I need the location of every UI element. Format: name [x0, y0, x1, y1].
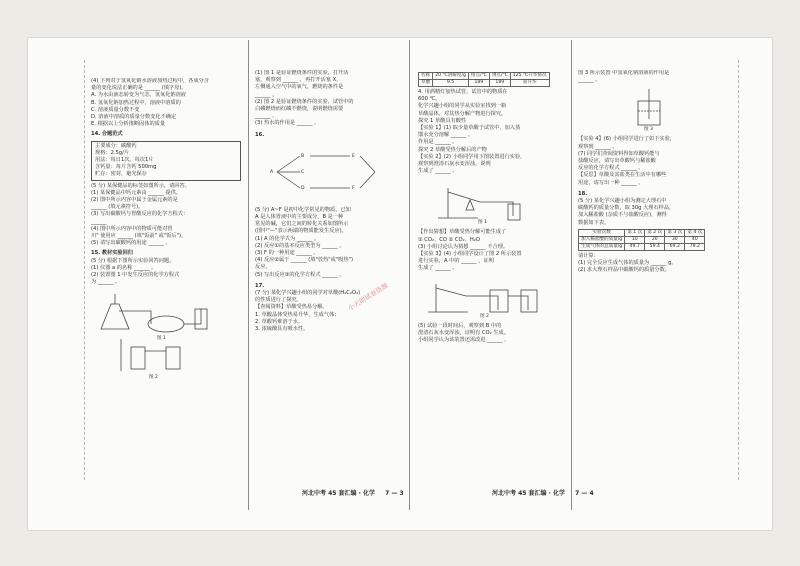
text-line: 为 ______ 。 — [91, 279, 121, 286]
figure-caption: 图 3 — [644, 127, 653, 133]
question-15 — [91, 258, 241, 287]
page-divider — [409, 40, 410, 510]
table-body — [579, 236, 705, 250]
page-number: 7 — 4 — [575, 490, 594, 497]
table-cell: 熔点/℃ — [468, 73, 489, 80]
page-footer-right — [492, 488, 594, 497]
text-line: 数据如下表。 — [578, 219, 610, 226]
question-18-tasks — [578, 253, 728, 275]
table-cell: 189 — [468, 80, 489, 87]
apparatus-drawing — [418, 276, 568, 320]
apparatus-drawing — [578, 87, 728, 133]
text-line: 盐酸反应，请写出草酸钙与稀盐酸 — [578, 158, 656, 165]
text-line: 【实验 4】(6) 小组同学进行了如下实验， — [578, 136, 675, 143]
text-line: 规格：2.5g/片 — [95, 149, 130, 156]
question-17-reflection — [578, 136, 728, 186]
table-cell: 实验次数 — [579, 229, 625, 236]
text-line: (3) F 的一种用途 ______ 。 — [255, 250, 319, 257]
text-line: (2) 装置图 1 中发生反应的化学方程式 — [91, 272, 180, 279]
table-cell: 草酸 — [419, 80, 433, 87]
text-line: ① CO₂、CO ② CO₂、H₂O — [418, 236, 480, 243]
absorption-apparatus-figure — [578, 87, 728, 133]
text-line: E. 根据以上分析推断固体的质量 — [91, 121, 166, 128]
table-cell: 第 1 次 — [625, 229, 645, 236]
column-divider — [248, 40, 249, 510]
text-line: 加入稀盐酸 (杂质不与盐酸反应)，测得 — [578, 212, 667, 219]
text-line: (1) 某保健品中钙元素由 ______ 提供。 — [91, 189, 182, 196]
question-tag: 教材实验回归 — [101, 250, 133, 257]
page-footer-left — [302, 488, 404, 497]
question-14 — [91, 183, 241, 248]
text-line: (5 分) 根据下图所示实验回答问题。 — [91, 257, 175, 264]
text-line: B. 氢氧化钠加热过程中，溶液中溶质的 — [91, 99, 181, 106]
text-line: (2) 求大理石样品中碳酸钙的质量分数。 — [578, 267, 670, 274]
text-line: C. 溶液质量分数不变 — [91, 106, 140, 113]
text-line: 3. 浓硫酸具有吸水性。 — [255, 326, 309, 333]
text-line: (2) 图中所示内容中属于金属元素的是 — [91, 197, 178, 204]
watermark: 小天朗试卷资源 — [346, 281, 390, 313]
question-16 — [255, 207, 407, 279]
text-line: 左侧通入空气中的氧气，燃烧的条件是 — [255, 84, 344, 91]
table-row — [579, 236, 705, 243]
oxalic-acid-properties-table — [418, 72, 550, 87]
text-line: (5 分) 某保健品的标签如图所示，请回答。 — [91, 182, 190, 189]
text-line: ______ (填元素符号)。 — [91, 204, 144, 211]
binding-margin-line — [84, 60, 85, 480]
heating-apparatus-figure — [418, 178, 568, 226]
question-13-continued — [91, 78, 241, 128]
table-cell: 沸点/℃ — [489, 73, 510, 80]
column-divider — [571, 40, 572, 510]
diagram-node: C — [301, 169, 305, 175]
column-3 — [418, 70, 568, 480]
text-line: 川" 使用应 ______ (填"饭前" 或"饭后")。 — [91, 233, 187, 240]
text-line: 用途，请写出一种 ______ 。 — [578, 179, 644, 186]
question-17-continued — [418, 89, 568, 175]
question-number: 15. — [91, 250, 101, 257]
text-line: A. 为水由液态转变为气态，氢氧化钠溶液 — [91, 92, 186, 99]
text-line: 【实验 2】(2) 小组同学用下图装置进行实验， — [418, 153, 526, 160]
text-line: 反应的化学方程式 ______ 。 — [578, 165, 644, 172]
text-line: 用法：每日1次，每次1片 — [95, 157, 154, 164]
text-line: ______ 。 — [578, 77, 601, 84]
question-18 — [578, 198, 728, 227]
text-line: 探究 2 草酸受热分解后的产物 — [418, 146, 487, 153]
text-line: A 是人体胃液中的主要成分，B 是一种 — [255, 214, 344, 221]
question-number: 17. — [255, 282, 265, 289]
text-line: 反应。 — [255, 264, 271, 271]
text-line: (3) 热水的作用是 ______ 。 — [255, 120, 320, 127]
text-line: (3) 写出碳酸钙与胃酸反应的化学方程式： — [91, 211, 189, 218]
question-17-conclusion — [418, 323, 568, 345]
text-line: (图中"—"表示两端的物质能发生反应)。 — [255, 228, 347, 235]
table-cell: 189 — [489, 80, 510, 87]
table-cell: 79.2 — [685, 243, 705, 250]
product-label-box — [91, 141, 241, 181]
text-line: (2) 反应①的基本反应类型为 ______ 。 — [255, 242, 345, 249]
relationship-diagram — [255, 142, 407, 204]
text-line: (1) 完全反应生成气体的质量为 ______ g。 — [578, 260, 677, 267]
figure-caption: 图 1 — [157, 336, 166, 342]
text-line: 小组同学认为该装置还需改进 ______ 。 — [418, 337, 510, 344]
text-line: (4) 图中所示内容中的物质可能对胃 — [91, 225, 173, 232]
text-line: 碳酸钙的质量分数，取 30g 大理石样品， — [578, 205, 675, 212]
table-cell: 第 4 次 — [685, 229, 705, 236]
table-cell: 49.7 — [625, 243, 645, 250]
text-line: (3) 小组讨论认为猜想 ______ 不合理。 — [418, 243, 509, 250]
text-line: 4. 用酒精灯加热试管，试管中的物质在 — [418, 89, 508, 95]
text-line: ______ 。 — [255, 113, 278, 120]
figure-caption: 图 1 — [478, 220, 487, 226]
text-line: 【实验 1】(1) 取少量草酸于试管中，加入蒸 — [418, 125, 521, 132]
column-4 — [578, 70, 728, 480]
table-cell: 易升华 — [510, 80, 549, 87]
text-line: 化学兴趣小组的同学从实验室找到一瓶 — [418, 103, 507, 110]
table-cell: 30 — [665, 236, 685, 243]
question-number: 14. — [91, 131, 101, 138]
table-cell: 59.4 — [645, 243, 665, 250]
text-line: 澄清石灰水变浑浊，证明有 CO₂ 生成。 — [418, 329, 509, 336]
text-line: (4) 下列对于氢氧化钠水溶液加热过程中，各成分含 — [91, 78, 209, 84]
diagram-node: F — [352, 185, 355, 191]
table-cell: 69.2 — [665, 243, 685, 250]
text-line: (1) 图 1 是验证燃烧条件的实验，打开活 — [255, 70, 349, 76]
text-line: 观察到澄清石灰水变浑浊，说明 — [418, 161, 491, 168]
table-cell: 40 — [685, 236, 705, 243]
question-17-continued — [578, 70, 728, 84]
text-line: (5 分) A~F 是初中化学常见的物质，已知 — [255, 206, 351, 213]
column-2 — [255, 70, 407, 480]
table-cell: 10 — [625, 236, 645, 243]
text-line: 【实验 3】(4) 小组同学设计了图 2 所示装置 — [418, 251, 522, 258]
marble-experiment-table — [578, 229, 705, 251]
figure-caption: 图 2 — [149, 375, 158, 381]
text-line: 含钙量：每片含钙 500mg — [95, 164, 157, 171]
text-line: 【查阅资料】草酸受热易分解。 — [255, 304, 328, 311]
table-cell: 第 3 次 — [665, 229, 685, 236]
text-line: (7 分) 某化学兴趣小组的同学对草酸(H₂C₂O₄) — [255, 290, 361, 297]
binding-margin-line — [738, 60, 739, 480]
question-number: 18. — [578, 190, 588, 197]
text-line: ______ — [91, 218, 107, 225]
question-17-hypothesis — [418, 229, 568, 272]
table-header-row — [579, 229, 705, 236]
table-cell: 20 — [645, 236, 665, 243]
text-line: 常见的碱，它们之间的转化关系如图所示 — [255, 221, 349, 228]
text-line: 观察到 ______ 。 — [578, 143, 618, 150]
table-cell: 生成气体的总质量/g — [579, 243, 625, 250]
figure-caption: 图 2 — [480, 313, 489, 319]
footer-title: 河北中考 45 套汇编 · 化学 — [492, 490, 565, 497]
text-line: 600 ℃。 — [418, 96, 441, 103]
diagram-node: E — [352, 153, 355, 159]
text-line: 【反思】草酸及其盐类在生活中有哪些 — [578, 172, 667, 179]
text-line: 贮存：密封，避光保存 — [95, 171, 147, 178]
page-number: 7 — 3 — [385, 490, 404, 497]
text-line: (2) 图 2 是验证燃烧条件的实验，试管中的 — [255, 98, 354, 105]
apparatus-drawing — [91, 289, 241, 381]
text-line: 请计算： — [578, 252, 599, 259]
text-line: 生成了 ______ 。 — [418, 265, 458, 272]
text-line: 探究 1 草酸具有酸性 — [418, 117, 467, 124]
question-tag: 合题范式 — [101, 131, 123, 138]
table-row — [579, 243, 705, 250]
text-line: 【作出猜想】草酸受热分解可能生成了 — [418, 229, 507, 236]
footer-title: 河北中考 45 套汇编 · 化学 — [302, 490, 375, 497]
apparatus-drawing — [418, 178, 568, 226]
text-line: (1) A 的化学式为 ______ 。 — [255, 235, 320, 242]
diagram-lines — [255, 142, 405, 204]
diagram-node: A — [270, 169, 274, 175]
text-line: 进行实验，A 中的 ______ ，证明 — [418, 258, 494, 265]
question-15-continued — [255, 70, 407, 128]
text-line: 量的变化说法正确的是 ______ (填字母)。 — [91, 85, 187, 92]
text-line: 2. 草酸钙难溶于水。 — [255, 318, 304, 325]
text-line: (5 分) 某化学兴趣小组为测定大理石中 — [578, 198, 667, 205]
text-line: (4) 反应②属于 ______ (填"放热"或"吸热") — [255, 257, 353, 264]
text-line: 馏水充分溶解 ______ 。 — [418, 132, 474, 139]
apparatus-figure — [91, 289, 241, 381]
column-1 — [91, 78, 241, 488]
table-cell: 名称 — [419, 73, 433, 80]
decomposition-apparatus-figure — [418, 276, 568, 320]
text-line: (1) 仪器 a 的名称 ______ 。 — [91, 264, 157, 271]
text-line: (5) 请写出碳酸钙的用途 ______ 。 — [91, 240, 171, 247]
diagram-node: D — [301, 185, 305, 191]
text-line: 图 3 所示装置 中氢氧化钠溶液的作用是 — [578, 70, 670, 76]
table-cell: 125 ℃升华情况 — [510, 73, 549, 80]
table-cell: 20 ℃溶解度/g — [433, 73, 469, 80]
text-line: 草酸晶体，对其热分解产物进行探究。 — [418, 110, 507, 117]
table-header-row — [419, 73, 550, 80]
text-line: 白磷燃烧而红磷不燃烧，说明燃烧需要 — [255, 106, 344, 113]
diagram-node: B — [301, 153, 305, 159]
text-line: 1. 草酸晶体受热易升华，生成气体； — [255, 311, 340, 318]
question-17 — [255, 290, 407, 333]
table-row — [419, 80, 550, 87]
table-cell: 第 2 次 — [645, 229, 665, 236]
text-line: 的性质进行了探究。 — [255, 297, 302, 304]
table-cell: 加入稀盐酸的质量/g — [579, 236, 625, 243]
text-line: 主要成分：碳酸钙 — [95, 142, 137, 149]
text-line: D. 溶液中溶质的质量分数变化不确定 — [91, 114, 177, 121]
text-line: (5) 试验一段时间后，观察到 B 中的 — [418, 322, 502, 329]
text-line: ______ 。 — [255, 91, 278, 98]
text-line: 作用是 ______ 。 — [418, 139, 458, 146]
text-line: (5) 写出反应③的化学方程式 ______ 。 — [255, 271, 345, 278]
text-line: 塞，观察到 ______ ，再打开活塞 X， — [255, 77, 342, 84]
text-line: 生成了 ______ 。 — [418, 168, 458, 175]
question-number: 16. — [255, 131, 265, 138]
text-line: (7) 同学们查阅资料得知草酸钙能与 — [578, 150, 660, 157]
table-cell: 9.5 — [433, 80, 469, 87]
